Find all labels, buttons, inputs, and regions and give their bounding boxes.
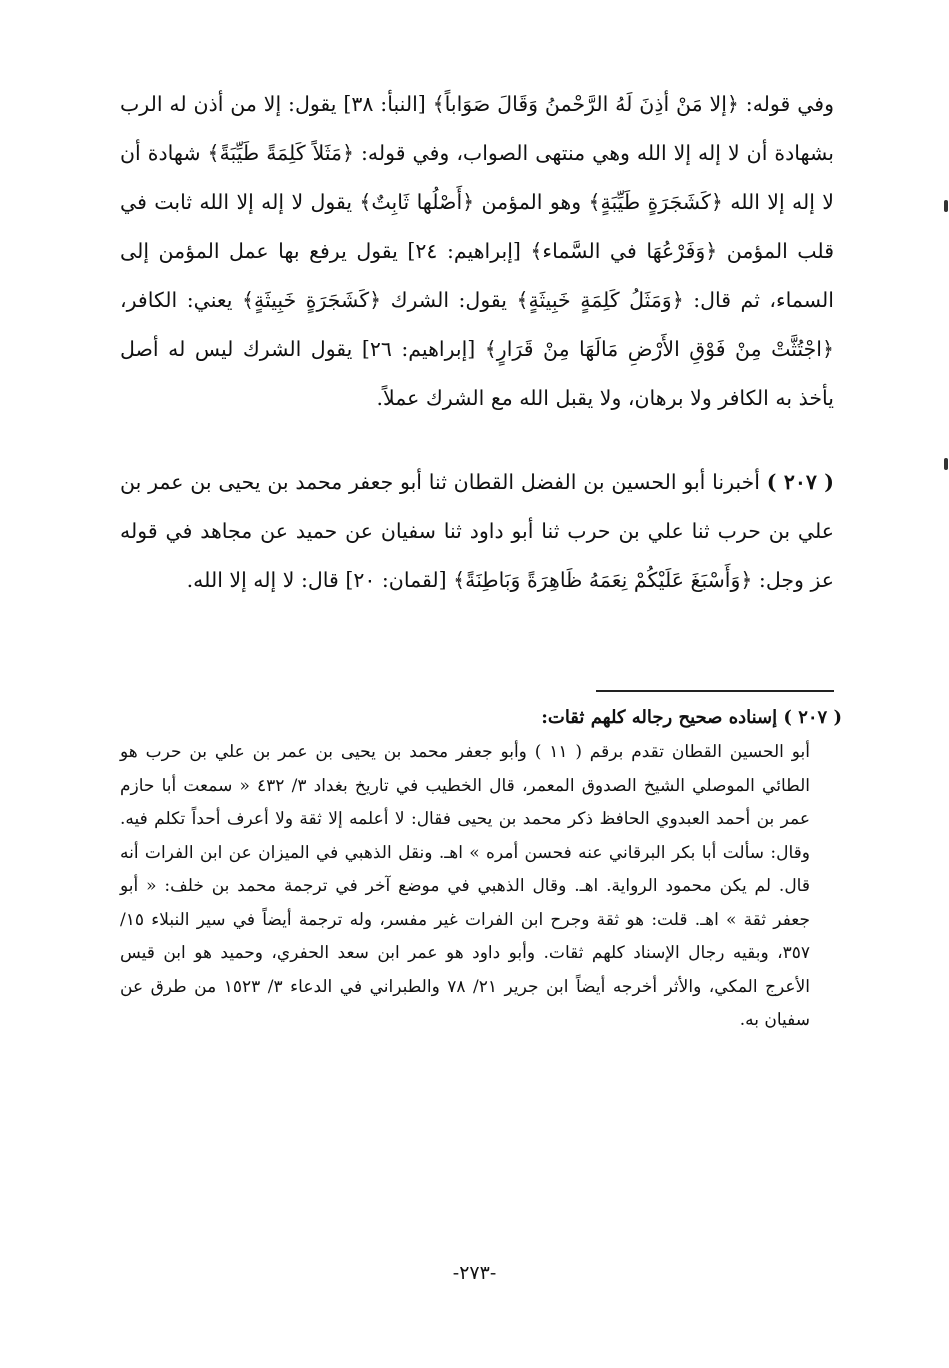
- main-paragraph: وفي قوله: ﴿إلا مَنْ أذِنَ لَهُ الرَّحْمنُ وَقَالَ صَوَاباً﴾ [النبأ: ٣٨] يقول: إلا من أذن له الرب بشهادة أن لا إله إلا الله وهي منتهى الصواب، وفي قوله: ﴿مَثَلاً كَلِمَةً طَيِّبَةً﴾ شهادة أن لا إله إلا الله ﴿كَشَجَرَةٍ طَيِّبَةٍ﴾ وهو المؤمن ﴿أَصْلُها ثَابِتٌ﴾ يقول لا إله إلا الله ثابت في قلب المؤمن ﴿وَفَرْعُهَا في السَّماء﴾ [إبراهيم: ٢٤] يقول يرفع بها عمل المؤمن إلى السماء، ثم قال: ﴿وَمَثَلُ كَلِمَةٍ خَبِيثَةٍ﴾ يقول: الشرك ﴿كَشَجَرَةٍ خَبِيثَةٍ﴾ يعني: الكافر، ﴿اجْتُثَّتْ مِنْ فَوْقِ الأَرْضِ مَالَهَا مِنْ قَرَارٍ﴾ [إبراهيم: ٢٦] يقول الشرك ليس له أصل يأخذ به الكافر ولا برهان، ولا يقبل الله مع الشرك عملاً.: [120, 92, 834, 410]
- footnote-block: [120, 700, 842, 1038]
- footnote-divider: [596, 690, 834, 692]
- page-number: -٢٧٣-: [452, 1262, 497, 1284]
- main-text-block: [120, 80, 834, 423]
- hadith-paragraph: [120, 458, 834, 605]
- margin-mark: [944, 200, 948, 212]
- footnote-heading: ( ٢٠٧ ) إسناده صحيح رجاله كلهم ثقات:: [541, 707, 842, 728]
- footnote-body: أبو الحسين القطان تقدم برقم ( ١١ ) وأبو جعفر محمد بن يحيى بن عمر بن علي بن حرب هو الطائي الموصلي الشيخ الصدوق المعمر، قال الخطيب في تاريخ بغداد ٣/ ٤٣٢ « سمعت أبا حازم عمر بن أحمد العبدوي الحافظ ذكر محمد بن يحيى فقال: لا أعلمه إلا ثقة ولا أعرف أحداً تكلم فيه. وقال: سألت أبا بكر البرقاني عنه فحسن أمره » اهـ. ونقل الذهبي في الميزان عن ابن الفرات أنه قال. لم يكن محمود الرواية. اهـ. وقال الذهبي في موضع آخر في ترجمة محمد بن خلف: « أبو جعفر ثقة » اهـ. قلت: هو ثقة وجرح ابن الفرات غير مفسر، وله ترجمة أيضاً في سير النبلاء ١٥/ ٣٥٧، وبقيه رجال الإسناد كلهم ثقات. وأبو داود هو عمر ابن سعد الحفري، وحميد هو ابن قيس الأعرج المكي، والأثر أخرجه أيضاً ابن جرير ٢١/ ٧٨ والطبراني في الدعاء ٣/ ١٥٢٣ من طرق عن سفيان به.: [120, 742, 811, 1030]
- hadith-number: ( ٢٠٧ ): [766, 470, 834, 494]
- hadith-block: [120, 458, 834, 605]
- hadith-text: أخبرنا أبو الحسين بن الفضل القطان ثنا أبو جعفر محمد بن يحيى بن عمر بن علي بن حرب ثنا علي بن حرب ثنا أبو داود ثنا سفيان عن حميد عن مجاهد في قوله عز وجل: ﴿وَأَسْبَغَ عَلَيْكُمْ نِعَمَهُ ظَاهِرَةً وَبَاطِنَةً﴾ [لقمان: ٢٠] قال: لا إله إلا الله.: [120, 470, 834, 592]
- margin-mark: [944, 458, 948, 470]
